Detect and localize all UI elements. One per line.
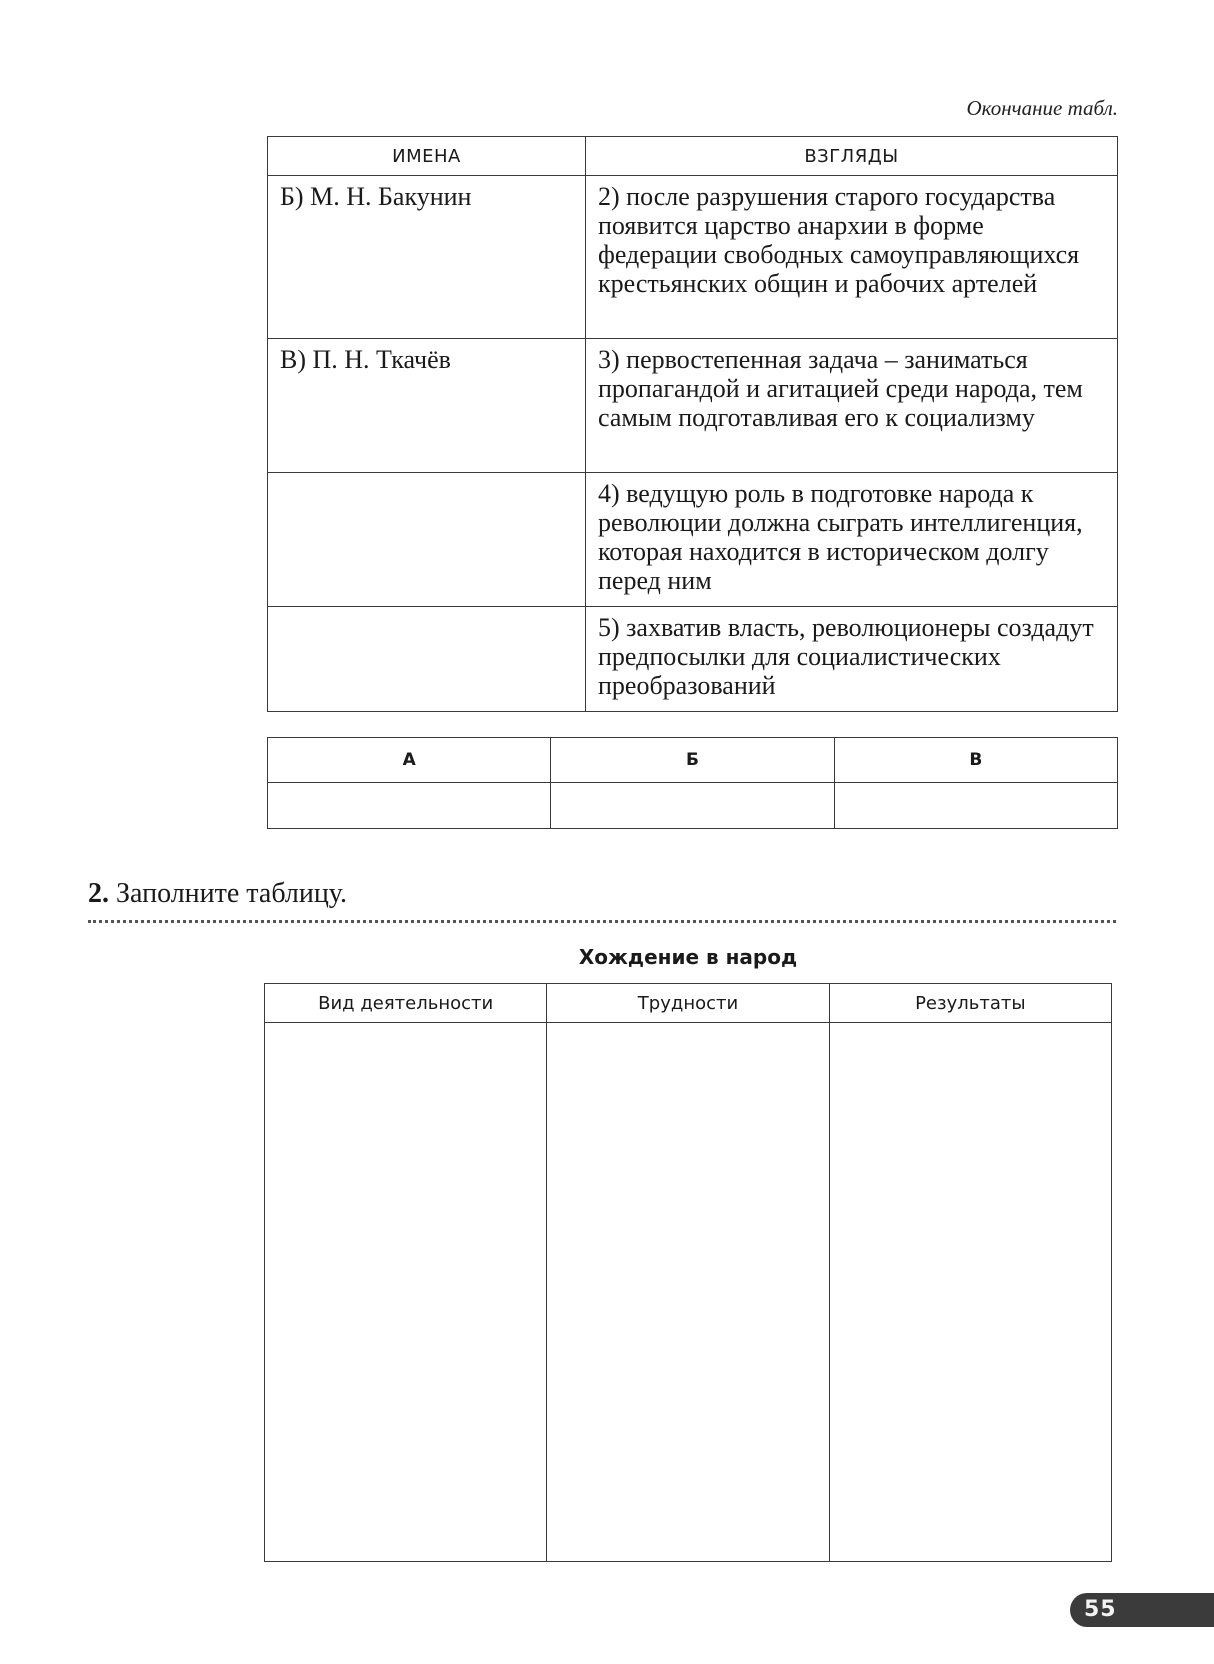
answer-header-row [268,738,1118,783]
answer-table [267,737,1118,829]
view-cell: 3) первостепенная задача – заниматься пропагандой и агитацией среди народа, тем самым подготавливая его к социализму [586,339,1118,473]
name-cell: В) П. Н. Ткачёв [268,339,586,473]
view-cell: 4) ведущую роль в подготовке народа к революции должна сыграть интеллигенция, которая находится в историческом долгу перед ним [586,473,1118,607]
answer-row [268,783,1118,829]
names-views-table [267,136,1118,712]
table-continuation-caption: Окончание табл. [966,96,1118,120]
table-row [268,607,1118,712]
answer-cell-b[interactable] [551,783,834,829]
task-text: Заполните таблицу. [116,878,347,909]
name-cell [268,473,586,607]
header-results: Результаты [829,984,1111,1023]
task-heading [88,878,347,910]
name-cell: Б) М. Н. Бакунин [268,176,586,339]
results-cell[interactable] [829,1023,1111,1562]
table-row [268,176,1118,339]
table-row [268,339,1118,473]
difficulties-cell[interactable] [547,1023,829,1562]
bottom-header-row [265,984,1112,1023]
answer-cell-a[interactable] [268,783,551,829]
header-difficulties: Трудности [547,984,829,1023]
header-views: ВЗГЛЯДЫ [586,137,1118,176]
answer-header-a: А [268,738,551,783]
answer-header-b: Б [551,738,834,783]
table-row [268,473,1118,607]
going-to-people-table [264,983,1112,1562]
table-header-row [268,137,1118,176]
name-cell [268,607,586,712]
view-cell: 2) после разрушения старого государства появится царство анархии в форме федерации свободных самоуправляющихся крестьянских общин и рабочих артелей [586,176,1118,339]
header-names: ИМЕНА [268,137,586,176]
task-number: 2. [88,878,109,909]
header-activity: Вид деятельности [265,984,547,1023]
answer-cell-v[interactable] [834,783,1117,829]
view-cell: 5) захватив власть, революционеры создадут предпосылки для социалистических преобразований [586,607,1118,712]
dotted-divider [88,920,1116,923]
page-number: 55 [1084,1597,1117,1622]
table-title: Хождение в народ [578,945,798,969]
bottom-answer-row [265,1023,1112,1562]
answer-header-v: В [834,738,1117,783]
activity-cell[interactable] [265,1023,547,1562]
page-number-badge [1070,1593,1214,1627]
